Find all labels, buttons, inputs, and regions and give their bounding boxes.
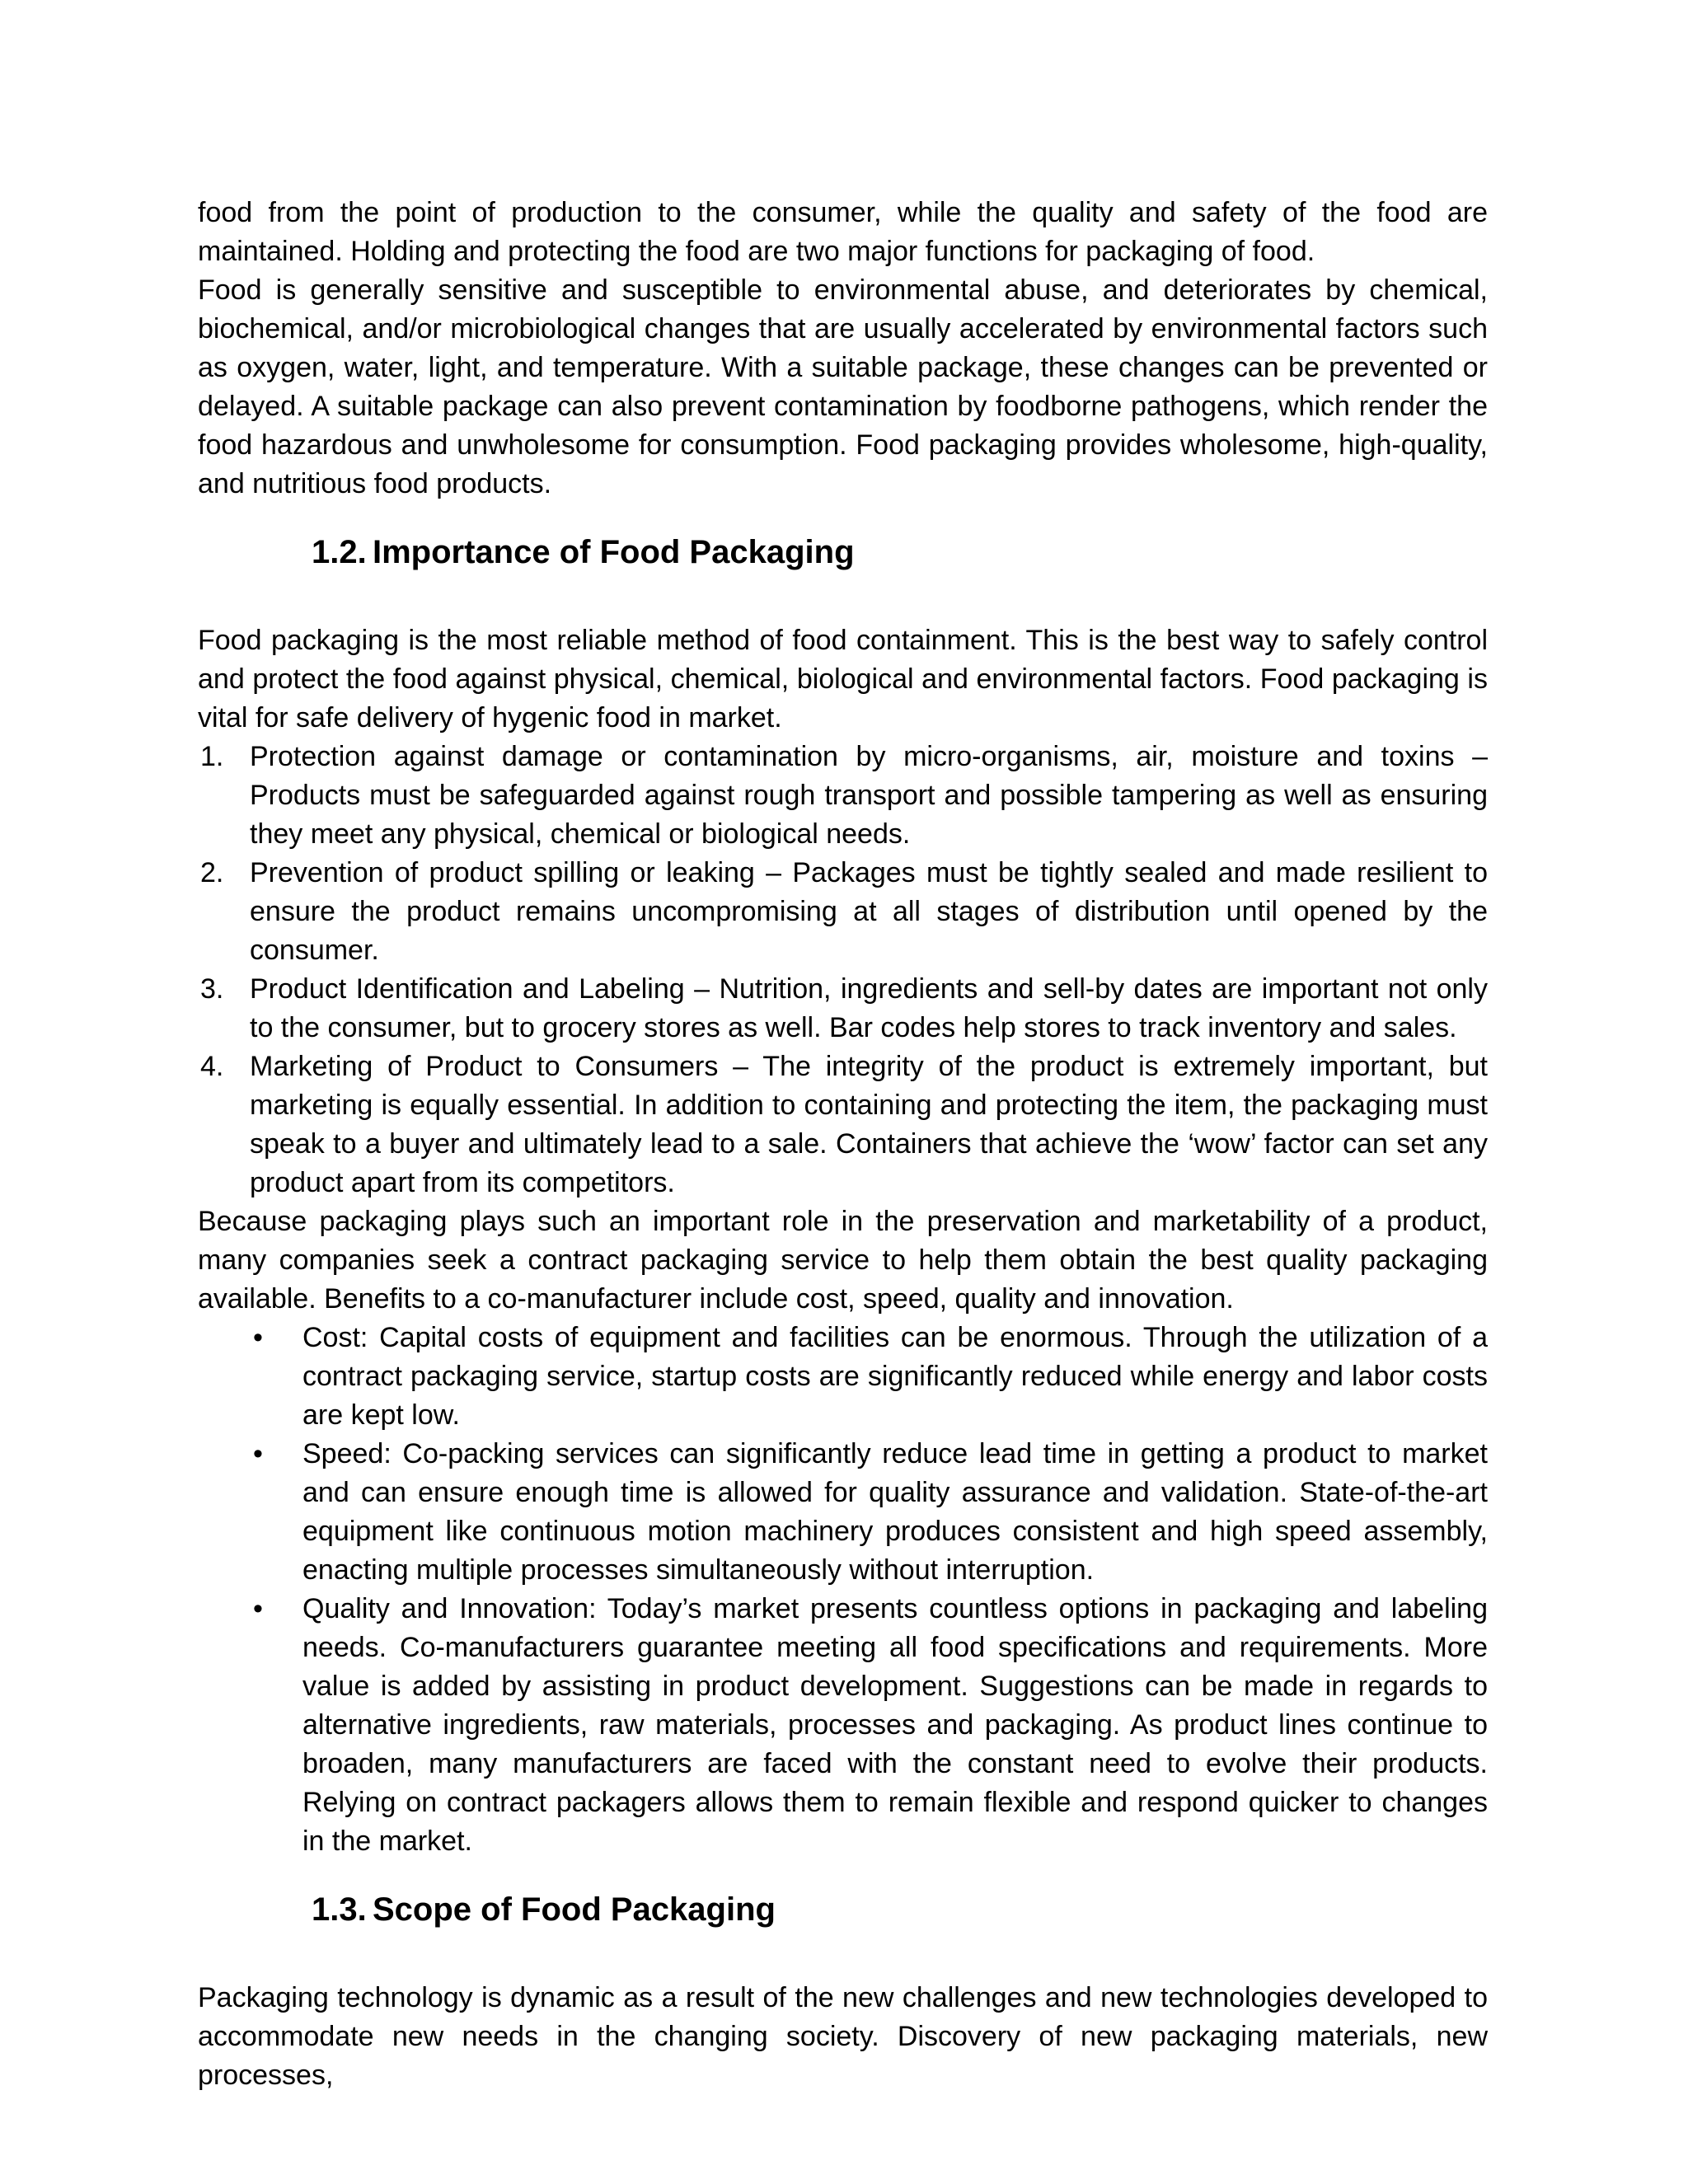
- bullet-list: [198, 1319, 1488, 1861]
- section-1-2-closing-paragraph: Because packaging plays such an important role in the preservation and marketability of a product, many companies seek a contract packaging service to help them obtain the best quality packaging available. Benefits to a co-manufacturer include cost, speed, quality and innovation.: [198, 1206, 1488, 1315]
- section-1-2-number: 1.2.: [312, 534, 367, 570]
- section-1-2-title: Importance of Food Packaging: [373, 534, 855, 570]
- bullet-marker-1: •: [253, 1322, 263, 1353]
- numbered-list-item-2: [198, 854, 1488, 970]
- section-heading-1-3: [312, 1891, 1488, 1929]
- numbered-list: [198, 738, 1488, 1202]
- numbered-list-item-4: [198, 1047, 1488, 1202]
- section-heading-1-2: [312, 533, 1488, 572]
- section-1-3-lead-paragraph: Packaging technology is dynamic as a result of the new challenges and new technologies developed to accommodate new needs in the changing society. Discovery of new packaging materials, new processes,: [198, 1982, 1488, 2091]
- section-1-3-title: Scope of Food Packaging: [373, 1891, 776, 1928]
- intro-paragraph-1: food from the point of production to the consumer, while the quality and safety of the food are maintained. Holding and protecting the food are two major functions for packaging of food.: [198, 197, 1488, 267]
- bullet-marker-3: •: [253, 1593, 263, 1624]
- numbered-list-text-1: Protection against damage or contamination by micro-organisms, air, moisture and toxins – Products must be safeguarded against rough transport and possible tampering as well as ensuring they meet any physical, chemical or biological needs.: [250, 741, 1488, 850]
- bullet-marker-2: •: [253, 1438, 263, 1469]
- bullet-item-speed: [198, 1435, 1488, 1590]
- bullet-item-quality-innovation: [198, 1590, 1488, 1861]
- numbered-list-marker-2: 2.: [200, 857, 224, 888]
- numbered-list-marker-1: 1.: [200, 741, 224, 772]
- section-1-2-lead-paragraph: Food packaging is the most reliable method of food containment. This is the best way to safely control and protect the food against physical, chemical, biological and environmental factors. Food packaging is vital for safe delivery of hygenic food in market.: [198, 625, 1488, 733]
- numbered-list-item-1: [198, 738, 1488, 854]
- bullet-text-cost: Cost: Capital costs of equipment and facilities can be enormous. Through the utilization of a contract packaging service, startup costs are significantly reduced while energy and labor costs are kept low.: [302, 1322, 1488, 1431]
- section-1-3-number: 1.3.: [312, 1891, 367, 1928]
- bullet-text-speed: Speed: Co-packing services can significantly reduce lead time in getting a product to market and can ensure enough time is allowed for quality assurance and validation. State-of-the-art equipment like continuous motion machinery produces consistent and high speed assembly, enacting multiple processes simultaneously without interruption.: [302, 1438, 1488, 1586]
- bullet-text-quality-innovation: Quality and Innovation: Today’s market presents countless options in packaging and labeling needs. Co-manufacturers guarantee meeting all food specifications and requirements. More value is added by assisting in product development. Suggestions can be made in regards to alternative ingredients, raw materials, processes and packaging. As product lines continue to broaden, many manufacturers are faced with the constant need to evolve their products. Relying on contract packagers allows them to remain flexible and respond quicker to changes in the market.: [302, 1593, 1488, 1857]
- numbered-list-text-2: Prevention of product spilling or leaking – Packages must be tightly sealed and made resilient to ensure the product remains uncompromising at all stages of distribution until opened by the consumer.: [250, 857, 1488, 966]
- numbered-list-text-4: Marketing of Product to Consumers – The integrity of the product is extremely important, but marketing is equally essential. In addition to containing and protecting the item, the packaging must speak to a buyer and ultimately lead to a sale. Containers that achieve the ‘wow’ factor can set any product apart from its competitors.: [250, 1051, 1488, 1198]
- numbered-list-item-3: [198, 970, 1488, 1047]
- intro-paragraph-2: Food is generally sensitive and susceptible to environmental abuse, and deteriorates by chemical, biochemical, and/or microbiological changes that are usually accelerated by environmental factors such as oxygen, water, light, and temperature. With a suitable package, these changes can be prevented or delayed. A suitable package can also prevent contamination by foodborne pathogens, which render the food hazardous and unwholesome for consumption. Food packaging provides wholesome, high-quality, and nutritious food products.: [198, 274, 1488, 499]
- bullet-item-cost: [198, 1319, 1488, 1435]
- numbered-list-marker-4: 4.: [200, 1051, 224, 1082]
- numbered-list-text-3: Product Identification and Labeling – Nutrition, ingredients and sell-by dates are important not only to the consumer, but to grocery stores as well. Bar codes help stores to track inventory and sales.: [250, 973, 1488, 1043]
- numbered-list-marker-3: 3.: [200, 973, 224, 1005]
